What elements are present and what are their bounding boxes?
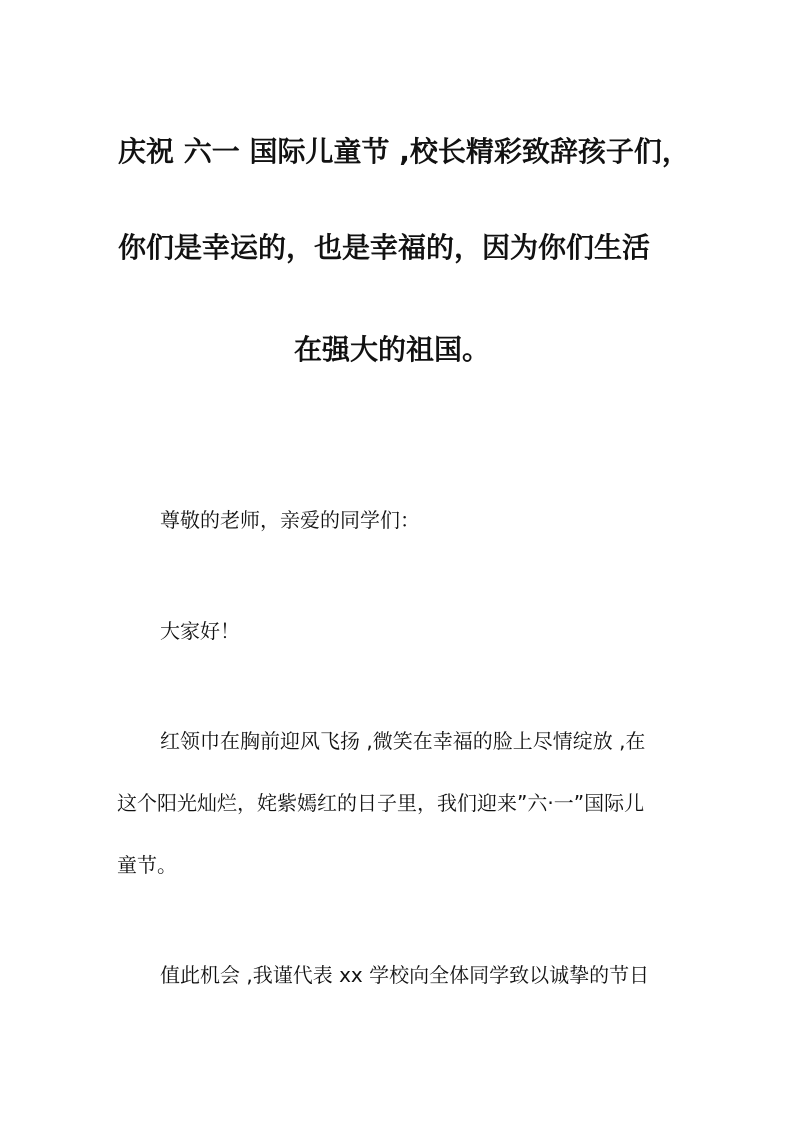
document-title-line-1: 庆祝 六一 国际儿童节 ,校长精彩致辞孩子们， [118,135,690,168]
document-title-line-3: 在强大的祖国。 [294,333,491,366]
paragraph-2-line-1: 值此机会 ,我谨代表 xx 学校向全体同学致以诚挚的节日 [160,963,650,987]
salutation-text: 尊敬的老师，亲爱的同学们： [160,508,420,532]
document-title-line-2: 你们是幸运的，也是幸福的，因为你们生活 [118,231,651,264]
paragraph-1-line-1: 红领巾在胸前迎风飞扬 ,微笑在幸福的脸上尽情绽放 ,在 [160,729,646,753]
paragraph-1-line-2: 这个阳光灿烂，姹紫嫣红的日子里，我们迎来”六·一”国际儿 [117,791,645,815]
paragraph-1-line-3: 童节。 [117,853,177,877]
greeting-text: 大家好！ [160,619,240,643]
